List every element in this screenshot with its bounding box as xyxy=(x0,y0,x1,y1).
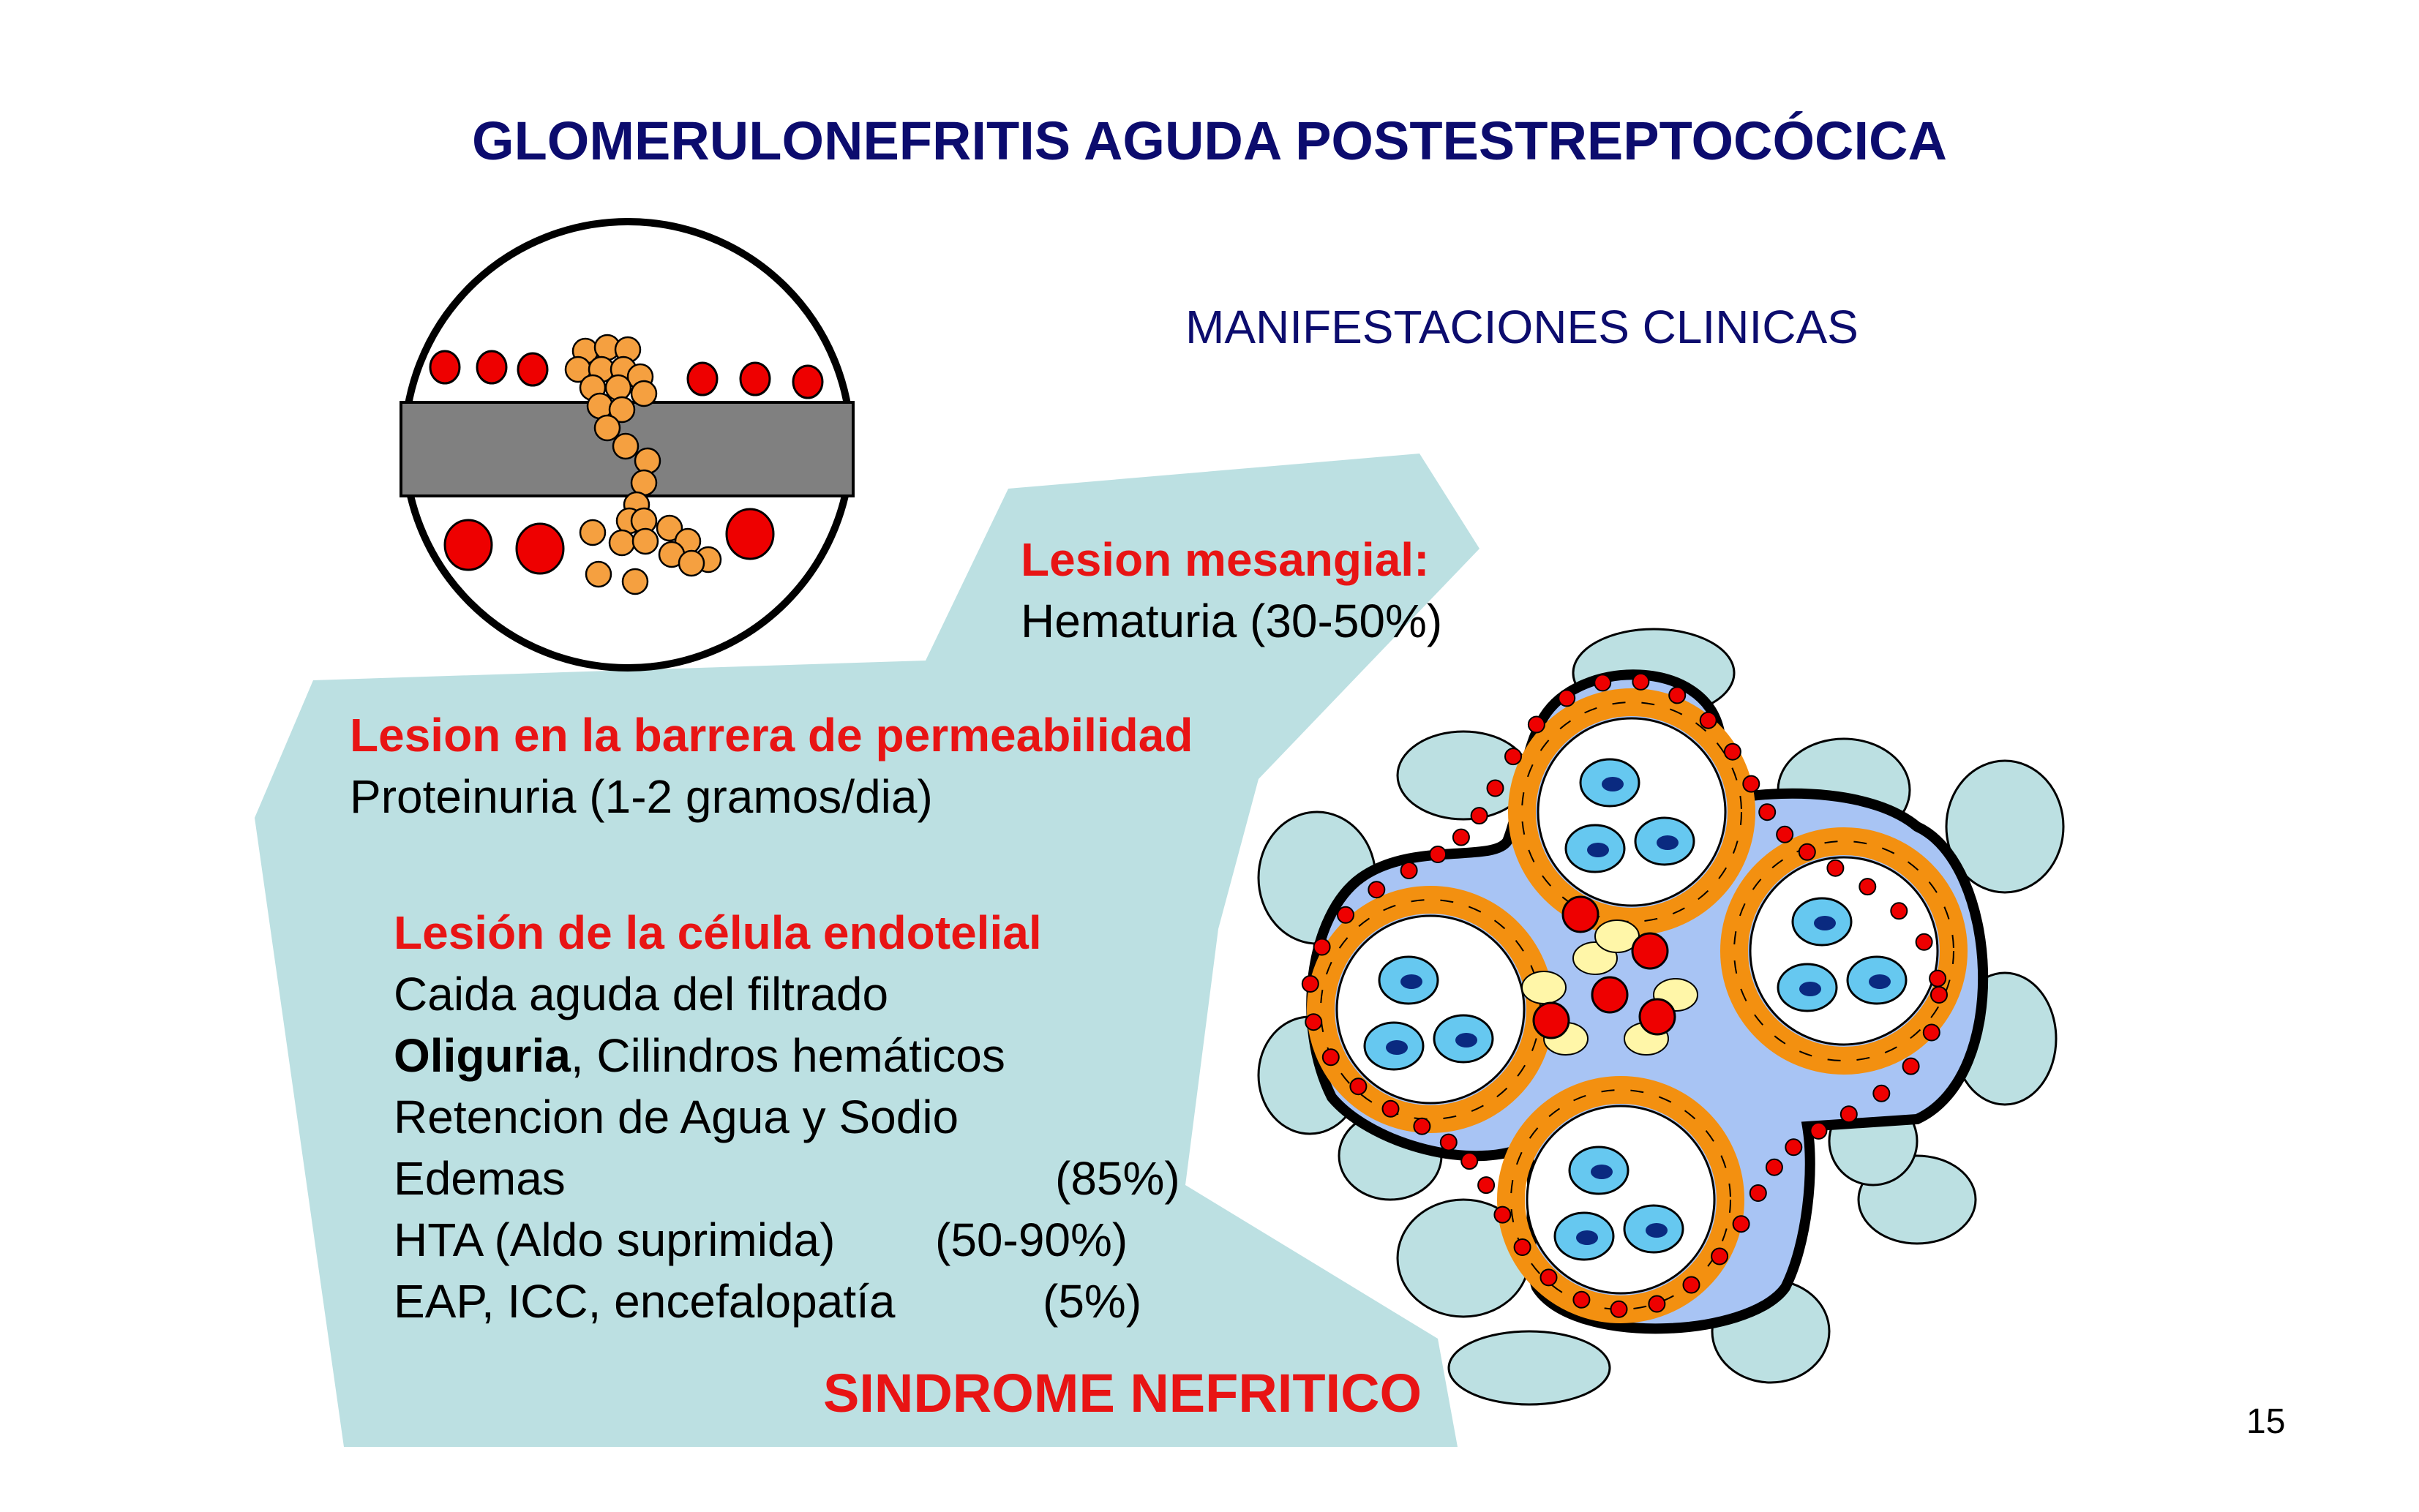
deposit-dot xyxy=(1859,879,1875,895)
slide-title: GLOMERULONEFRITIS AGUDA POSTESTREPTOCÓCICA xyxy=(472,110,1947,171)
red-blood-cell xyxy=(477,351,506,383)
deposit-dot xyxy=(1700,712,1717,729)
deposit-dot xyxy=(1766,1159,1782,1176)
deposit-dot xyxy=(1684,1277,1700,1293)
endothelial-line-filtrado: Caida aguda del filtrado xyxy=(394,968,889,1020)
deposit-dot xyxy=(1841,1106,1857,1122)
deposit-dot xyxy=(1529,717,1545,733)
deposit-dot xyxy=(1649,1296,1665,1312)
cilindros-text: , Cilindros hemáticos xyxy=(570,1029,1005,1082)
protein-particle xyxy=(580,520,605,545)
capillary-lumen xyxy=(1538,718,1725,906)
cell-nucleus xyxy=(1400,974,1422,989)
podocyte xyxy=(1449,1331,1610,1404)
deposit-dot xyxy=(1323,1049,1339,1065)
deposit-dot xyxy=(1916,934,1932,950)
deposit-dot xyxy=(1759,804,1775,820)
cell-nucleus xyxy=(1576,1230,1598,1245)
deposit-dot xyxy=(1488,781,1504,797)
red-blood-cell xyxy=(1632,933,1668,968)
deposit-dot xyxy=(1827,860,1843,876)
deposit-dot xyxy=(1924,1025,1940,1041)
permeability-barrier-diagram xyxy=(401,222,853,668)
deposit-dot xyxy=(1559,690,1575,706)
deposit-dot xyxy=(1891,903,1907,919)
cell-nucleus xyxy=(1869,974,1891,989)
deposit-dot xyxy=(1777,827,1793,843)
endothelial-line-retencion: Retencion de Agua y Sodio xyxy=(394,1091,959,1143)
deposit-dot xyxy=(1711,1249,1728,1265)
page-number: 15 xyxy=(2246,1402,2286,1441)
mesangial-heading: Lesion mesangial: xyxy=(1021,533,1430,586)
edemas-percent: (85%) xyxy=(1055,1152,1180,1205)
deposit-dot xyxy=(1632,674,1649,690)
section-subtitle: MANIFESTACIONES CLINICAS xyxy=(1185,301,1859,353)
capillary-lumen xyxy=(1527,1106,1714,1293)
deposit-dot xyxy=(1733,1216,1749,1232)
red-blood-cell xyxy=(517,524,563,573)
cell-nucleus xyxy=(1455,1033,1477,1048)
deposit-dot xyxy=(1573,1292,1589,1308)
cell-nucleus xyxy=(1602,777,1624,791)
deposit-dot xyxy=(1743,776,1759,792)
deposit-dot xyxy=(1669,687,1685,703)
deposit-dot xyxy=(1931,987,1947,1003)
deposit-dot xyxy=(1505,748,1521,764)
deposit-dot xyxy=(1401,862,1417,879)
endothelial-line-oliguria xyxy=(394,1028,1005,1083)
deposit-dot xyxy=(1441,1135,1457,1151)
endothelial-heading: Lesión de la célula endotelial xyxy=(394,906,1042,959)
cell-nucleus xyxy=(1799,982,1821,996)
red-blood-cell xyxy=(518,353,547,385)
deposit-dot xyxy=(1314,939,1330,955)
protein-particle xyxy=(586,562,611,587)
deposit-dot xyxy=(1478,1177,1494,1193)
cell-nucleus xyxy=(1657,835,1679,850)
cell-nucleus xyxy=(1587,843,1609,857)
deposit-dot xyxy=(1810,1123,1826,1139)
hta-percent: (50-90%) xyxy=(935,1214,1128,1266)
deposit-dot xyxy=(1541,1269,1557,1285)
syndrome-label: SINDROME NEFRITICO xyxy=(823,1363,1422,1423)
deposit-dot xyxy=(1383,1101,1399,1117)
deposit-dot xyxy=(1302,976,1319,992)
protein-particle xyxy=(635,448,660,473)
deposit-dot xyxy=(1471,808,1488,824)
protein-particle xyxy=(610,530,634,555)
eap-percent: (5%) xyxy=(1043,1275,1142,1328)
deposit-dot xyxy=(1750,1185,1766,1201)
mesangial-text: Hematuria (30-50%) xyxy=(1021,595,1443,647)
oliguria-bold: Oliguria xyxy=(394,1029,571,1082)
glomerulus-diagram xyxy=(1259,629,2063,1404)
protein-particle xyxy=(595,415,620,440)
deposit-dot xyxy=(1873,1086,1889,1102)
capillary-lumen xyxy=(1750,857,1938,1045)
protein-particle xyxy=(606,375,631,400)
deposit-dot xyxy=(1799,844,1815,860)
deposit-dot xyxy=(1350,1078,1366,1094)
red-blood-cell xyxy=(740,363,770,395)
deposit-dot xyxy=(1453,830,1469,846)
deposit-dot xyxy=(1594,674,1610,691)
red-blood-cell xyxy=(1592,977,1627,1012)
deposit-dot xyxy=(1368,881,1384,898)
deposit-dot xyxy=(1461,1153,1477,1169)
protein-particle xyxy=(623,569,648,594)
barrier-text: Proteinuria (1-2 gramos/dia) xyxy=(350,770,933,823)
deposit-dot xyxy=(1725,744,1741,760)
deposit-dot xyxy=(1929,971,1946,987)
red-blood-cell xyxy=(727,509,773,559)
red-blood-cell xyxy=(1534,1003,1569,1038)
red-blood-cell xyxy=(793,366,822,398)
barrier-heading: Lesion en la barrera de permeabilidad xyxy=(350,709,1193,761)
deposit-dot xyxy=(1494,1207,1510,1223)
cell-nucleus xyxy=(1591,1165,1613,1179)
deposit-dot xyxy=(1430,846,1446,862)
cell-nucleus xyxy=(1386,1040,1408,1055)
endothelial-line-hta: HTA (Aldo suprimida) xyxy=(394,1214,836,1266)
red-blood-cell xyxy=(445,520,492,570)
cell-nucleus xyxy=(1814,916,1836,930)
endothelial-line-edemas: Edemas xyxy=(394,1152,566,1205)
protein-particle xyxy=(679,551,704,576)
deposit-dot xyxy=(1338,907,1354,923)
protein-particle xyxy=(613,434,638,459)
endothelial-line-eap: EAP, ICC, encefalopatía xyxy=(394,1275,896,1328)
capillary-lumen xyxy=(1337,916,1524,1103)
protein-particle xyxy=(633,529,658,554)
deposit-dot xyxy=(1414,1118,1430,1135)
red-blood-cell xyxy=(1563,897,1598,932)
deposit-dot xyxy=(1903,1058,1919,1075)
red-blood-cell xyxy=(1640,999,1675,1034)
cell-nucleus xyxy=(1646,1223,1668,1238)
deposit-dot xyxy=(1611,1301,1627,1317)
deposit-dot xyxy=(1515,1239,1531,1255)
mesangial-cell xyxy=(1522,971,1566,1004)
protein-particle xyxy=(631,381,656,406)
deposit-dot xyxy=(1305,1014,1321,1030)
red-blood-cell xyxy=(688,363,717,395)
deposit-dot xyxy=(1785,1139,1801,1155)
red-blood-cell xyxy=(430,351,460,383)
